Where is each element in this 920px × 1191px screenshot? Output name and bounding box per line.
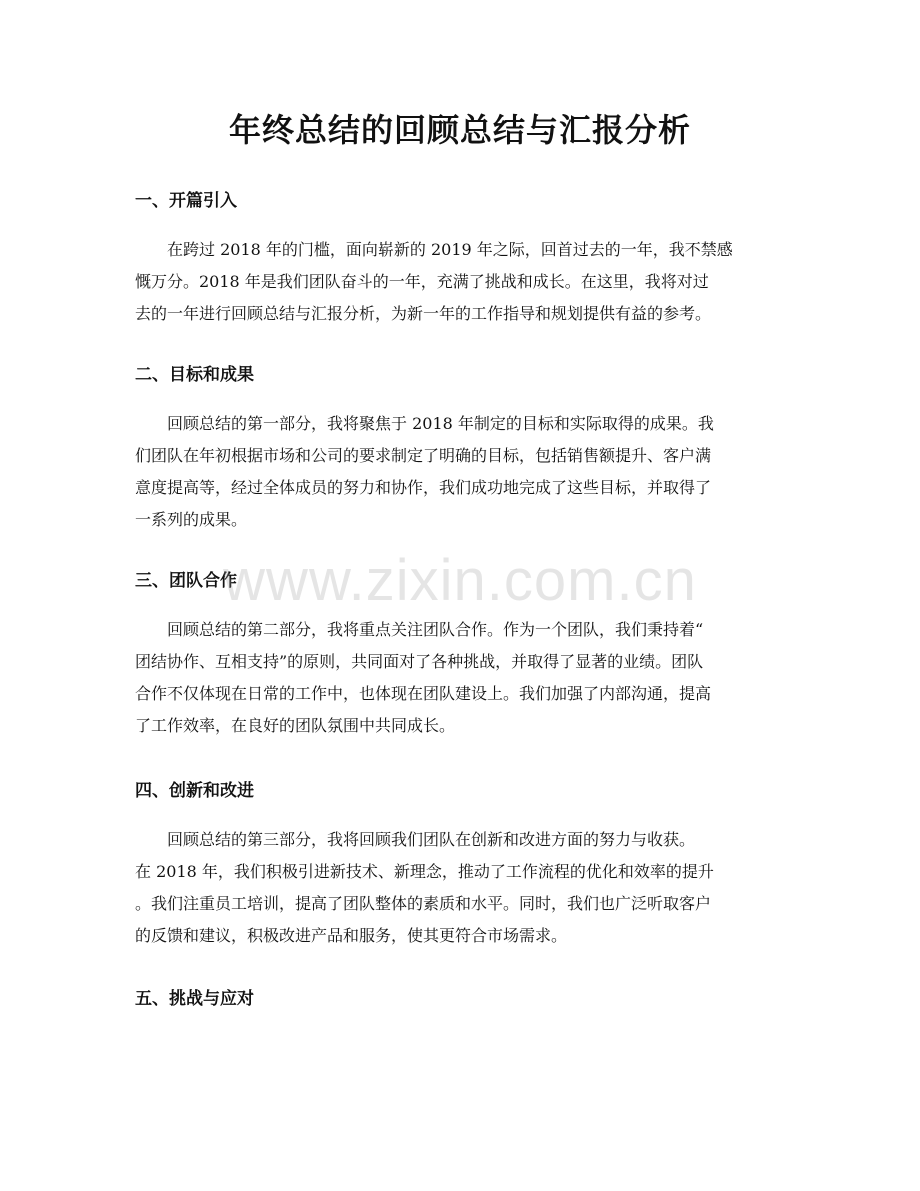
paragraph-line: 的反馈和建议，积极改进产品和服务，使其更符合市场需求。: [135, 926, 568, 945]
section-heading-innovation: 四、创新和改进: [135, 781, 254, 801]
section-heading-challenges: 五、挑战与应对: [135, 989, 254, 1009]
paragraph-line: 慨万分。2018 年是我们团队奋斗的一年，充满了挑战和成长。在这里，我将对过: [135, 272, 709, 291]
section-heading-intro: 一、开篇引入: [135, 191, 237, 211]
paragraph-line: 。我们注重员工培训，提高了团队整体的素质和水平。同时，我们也广泛听取客户: [135, 894, 712, 913]
paragraph-line: 团结协作、互相支持”的原则，共同面对了各种挑战，并取得了显著的业绩。团队: [135, 652, 704, 671]
paragraph-line: 回顾总结的第三部分，我将回顾我们团队在创新和改进方面的努力与收获。: [167, 830, 696, 849]
watermark: www.zixin.com.cn: [223, 548, 697, 613]
paragraph-line: 了工作效率，在良好的团队氛围中共同成长。: [135, 716, 456, 735]
section-paragraph-intro: [135, 234, 785, 330]
paragraph-line: 意度提高等，经过全体成员的努力和协作，我们成功地完成了这些目标，并取得了: [135, 478, 712, 497]
document-title: 年终总结的回顾总结与汇报分析: [228, 111, 691, 149]
paragraph-line: 们团队在年初根据市场和公司的要求制定了明确的目标，包括销售额提升、客户满: [135, 446, 712, 465]
section-paragraph-teamwork: [135, 614, 785, 742]
section-paragraph-goals: [135, 408, 785, 536]
paragraph-line: 去的一年进行回顾总结与汇报分析，为新一年的工作指导和规划提供有益的参考。: [135, 304, 712, 323]
paragraph-line: 回顾总结的第二部分，我将重点关注团队合作。作为一个团队，我们秉持着“: [167, 620, 704, 639]
paragraph-line: 回顾总结的第一部分，我将聚焦于 2018 年制定的目标和实际取得的成果。我: [167, 414, 714, 433]
section-heading-teamwork: 三、团队合作: [135, 571, 237, 591]
section-heading-goals: 二、目标和成果: [135, 365, 254, 385]
section-paragraph-innovation: [135, 824, 785, 952]
paragraph-line: 在跨过 2018 年的门槛，面向崭新的 2019 年之际，回首过去的一年，我不禁感: [167, 240, 733, 259]
paragraph-line: 合作不仅体现在日常的工作中，也体现在团队建设上。我们加强了内部沟通，提高: [135, 684, 712, 703]
paragraph-line: 在 2018 年，我们积极引进新技术、新理念，推动了工作流程的优化和效率的提升: [135, 862, 714, 881]
paragraph-line: 一系列的成果。: [135, 510, 248, 529]
